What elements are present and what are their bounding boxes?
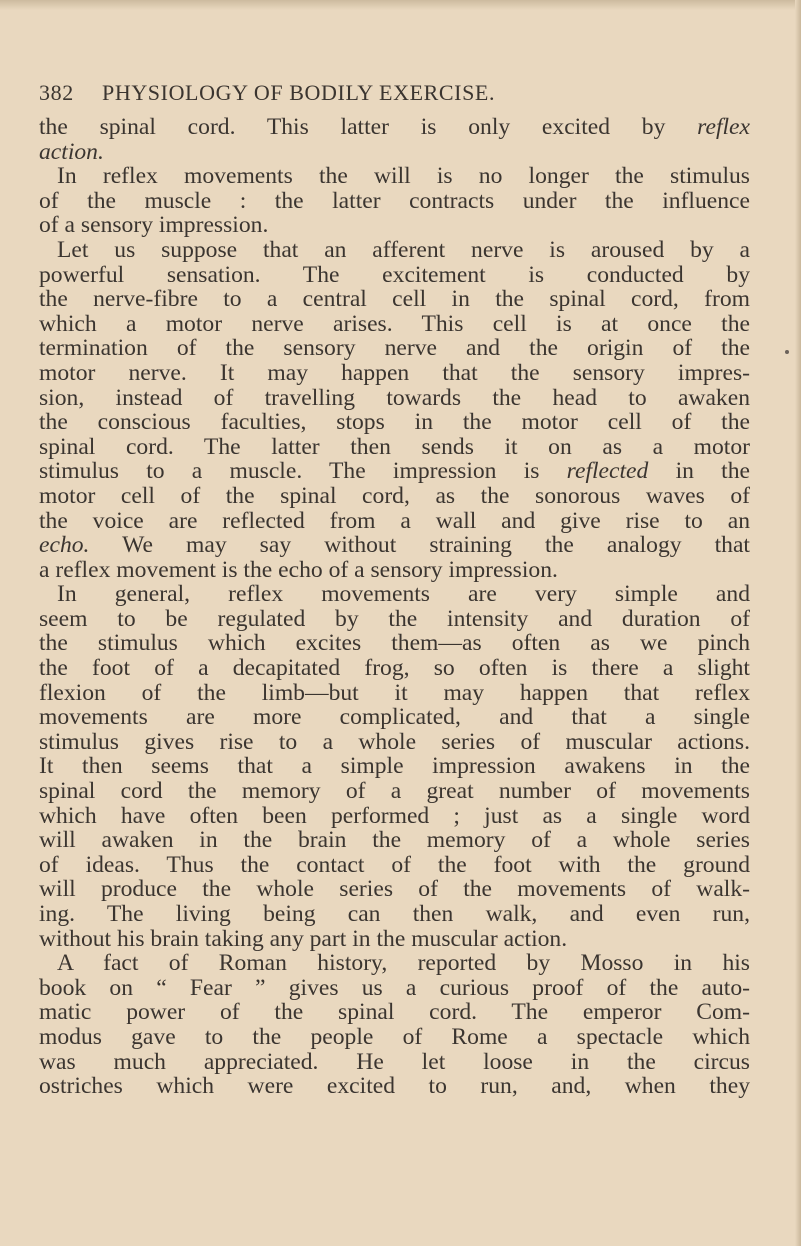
text-line: motor nerve. It may happen that the sensory impres- — [39, 359, 750, 386]
text-line: It then seems that a simple impression awakens in the — [39, 753, 750, 780]
page-number: 382 — [39, 80, 74, 105]
text-line: echo. We may say without straining the analogy that — [39, 532, 750, 559]
text-line: termination of the sensory nerve and the origin of the — [39, 335, 750, 362]
text-line: movements are more complicated, and that a single — [39, 704, 750, 731]
text-line: seem to be regulated by the intensity and duration of — [39, 605, 750, 632]
text-line: was much appreciated. He let loose in the circus — [39, 1048, 750, 1075]
text-line: spinal cord. The latter then sends it on as a motor — [39, 433, 750, 460]
text-line: In general, reflex movements are very simple and — [57, 581, 750, 608]
text-line: A fact of Roman history, reported by Mosso in his — [57, 950, 750, 977]
text-line: a reflex movement is the echo of a sensory impression. — [39, 556, 558, 583]
text-line — [39, 140, 750, 165]
text-line: spinal cord the memory of a great number of movements — [39, 778, 750, 805]
text-line: book on “ Fear ” gives us a curious proof of the auto- — [39, 974, 750, 1001]
text-line: the conscious faculties, stops in the motor cell of the — [39, 409, 750, 436]
text-line: the stimulus which excites them—as often as we pinch — [39, 630, 750, 657]
page-edge-right — [795, 0, 801, 1246]
text-line: which a motor nerve arises. This cell is at once the — [39, 310, 750, 337]
page-edge-top — [0, 0, 801, 10]
italic-term: echo. — [39, 532, 90, 559]
text-line: sion, instead of travelling towards the head to awaken — [39, 384, 750, 411]
italic-term: reflected — [566, 458, 649, 485]
text-line: powerful sensation. The excitement is conducted by — [39, 261, 750, 288]
text-line: the spinal cord. This latter is only excited by reflex — [39, 114, 751, 140]
text-line: of the muscle : the latter contracts under the influence — [39, 187, 750, 214]
running-header — [39, 80, 759, 110]
text-line: Let us suppose that an afferent nerve is aroused by a — [57, 236, 750, 263]
text-line: flexion of the limb—but it may happen that reflex — [39, 679, 750, 706]
text-line: will awaken in the brain the memory of a whole series — [39, 827, 750, 854]
text-line: ing. The living being can then walk, and even run, — [39, 901, 750, 927]
text-line: of a sensory impression. — [39, 212, 269, 239]
text-line: will produce the whole series of the movements of walk- — [39, 876, 750, 903]
text-line: the foot of a decapitated frog, so often is there a slight — [39, 655, 750, 682]
body-text — [39, 115, 750, 1099]
text-line: In reflex movements the will is no longer the stimulus — [57, 163, 750, 190]
margin-dot — [785, 350, 789, 354]
text-line: stimulus to a muscle. The impression is reflected in the — [39, 458, 750, 485]
italic-term: reflex — [697, 114, 751, 140]
text-line: ostriches which were excited to run, and, when they — [39, 1073, 750, 1100]
running-title: PHYSIOLOGY OF BODILY EXERCISE. — [102, 80, 496, 105]
text-line: the nerve-fibre to a central cell in the spinal cord, from — [39, 286, 750, 313]
text-line: which have often been performed ; just as a single word — [39, 802, 750, 829]
text-line: matic power of the spinal cord. The emperor Com- — [39, 999, 750, 1026]
text-line: modus gave to the people of Rome a spectacle which — [39, 1023, 750, 1050]
text-line: stimulus gives rise to a whole series of muscular actions. — [39, 728, 750, 755]
italic-term: action. — [39, 138, 104, 165]
text-line: without his brain taking any part in the muscular action. — [39, 925, 568, 952]
text-line: motor cell of the spinal cord, as the sonorous waves of — [39, 482, 750, 509]
text-line: of ideas. Thus the contact of the foot with the ground — [39, 851, 750, 878]
text-line: the voice are reflected from a wall and give rise to an — [39, 507, 750, 534]
